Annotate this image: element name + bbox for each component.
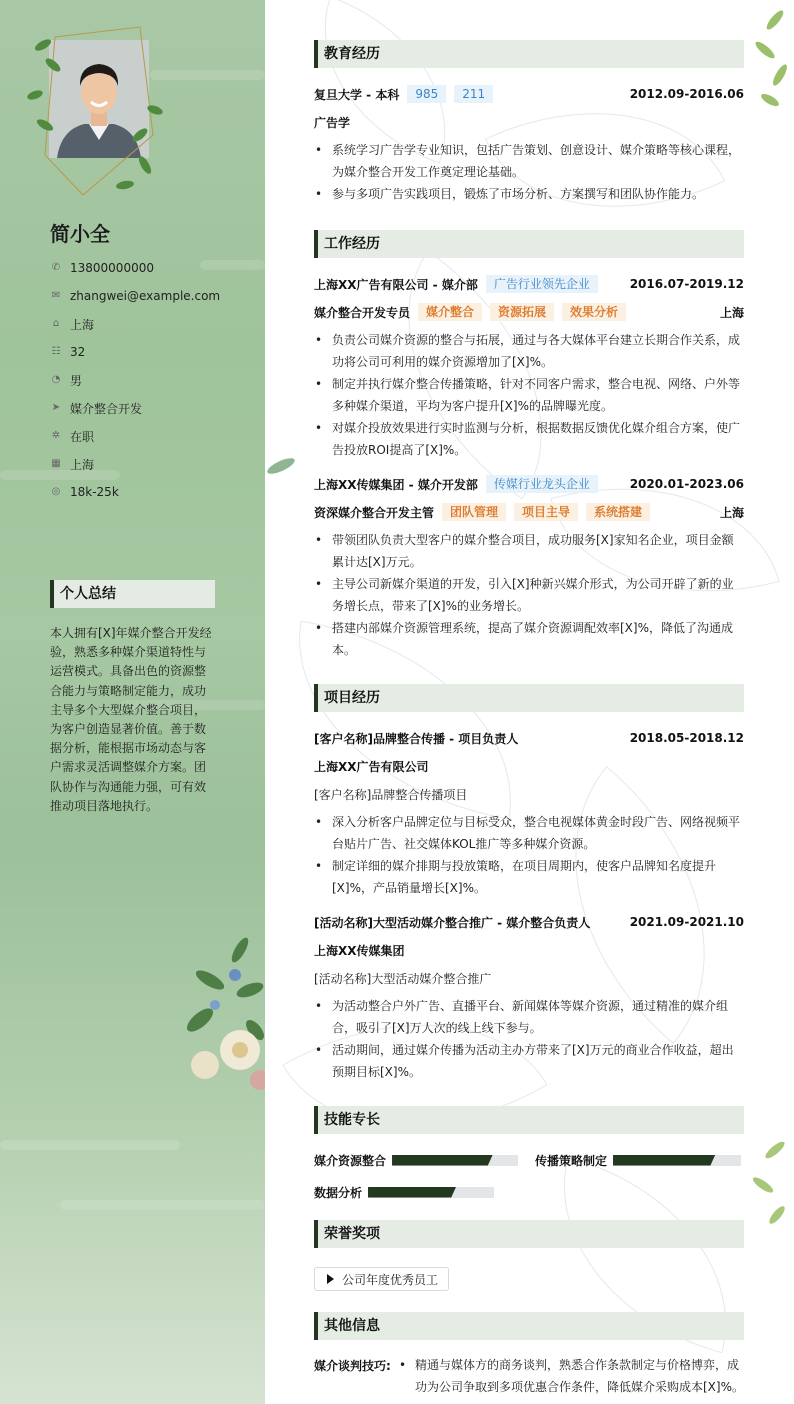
project-header xyxy=(314,912,744,932)
skill-tag: 效果分析 xyxy=(562,303,626,321)
job-bullet: • 搭建内部媒介资源管理系统，提高了媒介资源调配效率[X]%，降低了沟通成本。 xyxy=(314,617,744,661)
job-company: 上海XX广告有限公司 - 媒介部 xyxy=(314,277,478,292)
award-item xyxy=(314,1267,449,1291)
status-row xyxy=(50,426,94,446)
skill-tag: 系统搭建 xyxy=(586,503,650,521)
project-bullet: • 制定详细的媒介排期与投放策略，在项目周期内，使客户品牌知名度提升[X]%，产品销量增长[X]%。 xyxy=(314,855,744,899)
project-title: [客户名称]品牌整合传播项目 xyxy=(314,788,468,802)
project-title: [活动名称]大型活动媒介整合推广 xyxy=(314,972,492,986)
phone-icon: ✆ xyxy=(51,262,61,273)
send-icon: ➤ xyxy=(51,402,61,413)
phone-row xyxy=(50,258,154,278)
project-bullet: • 深入分析客户品牌定位与目标受众，整合电视媒体黄金时段广告、网络视频平台贴片广告、社交媒体KOL推广等多种媒介资源。 xyxy=(314,811,744,855)
decoration xyxy=(60,1200,265,1210)
skill-item xyxy=(314,1150,518,1170)
education-bullet: • 参与多项广告实践项目，锻炼了市场分析、方案撰写和团队协作能力。 xyxy=(314,183,744,205)
job-period: 2020.01-2023.06 xyxy=(629,477,744,491)
decoration xyxy=(200,260,265,270)
home-icon: ⌂ xyxy=(52,318,60,329)
target-role-row xyxy=(50,398,142,418)
decoration xyxy=(0,1140,180,1150)
projects-heading: 项目经历 xyxy=(314,684,744,712)
skills-heading: 技能专长 xyxy=(314,1106,744,1134)
mail-icon: ✉ xyxy=(51,290,61,301)
age-icon: ☷ xyxy=(51,346,61,357)
gender-row xyxy=(50,370,82,390)
project-name: [活动名称]大型活动媒介整合推广 - 媒介整合负责人 xyxy=(314,915,591,930)
job-bullet: • 主导公司新媒介渠道的开发，引入[X]种新兴媒介形式，为公司开辟了新的业务增长点，带来了[X]%的业务增长。 xyxy=(314,573,744,617)
project-period: 2021.09-2021.10 xyxy=(629,915,744,929)
skill-name: 媒介资源整合 xyxy=(314,1153,387,1168)
project-bullet: • 为活动整合户外广告、直播平台、新闻媒体等媒介资源，通过精准的媒介组合，吸引了[X]万人次的线上线下参与。 xyxy=(314,995,744,1039)
other-heading: 其他信息 xyxy=(314,1312,744,1340)
flower-decoration xyxy=(180,930,265,1090)
summary-heading: 个人总结 xyxy=(50,580,215,608)
age-row xyxy=(50,342,85,362)
education-row xyxy=(314,84,744,104)
education-bullet: • 系统学习广告学专业知识，包括广告策划、创意设计、媒介策略等核心课程，为媒介整合开发工作奠定理论基础。 xyxy=(314,139,744,183)
salary-value: 18k-25k xyxy=(70,485,119,499)
skill-name: 传播策略制定 xyxy=(535,1153,608,1168)
work-heading: 工作经历 xyxy=(314,230,744,258)
status-icon: ✲ xyxy=(51,430,61,441)
other-text: • 精通与媒体方的商务谈判，熟悉合作条款制定与价格博弈，成功为公司争取到多项优惠合作条件，降低媒介采购成本[X]%。 xyxy=(399,1354,744,1398)
company-tag: 传媒行业龙头企业 xyxy=(486,475,598,493)
project-period: 2018.05-2018.12 xyxy=(629,731,744,745)
gender-icon: ◔ xyxy=(51,374,61,385)
job-company: 上海XX传媒集团 - 媒介开发部 xyxy=(314,477,478,492)
education-major: 广告学 xyxy=(314,116,351,130)
vine-decoration xyxy=(25,15,165,200)
phone-value: 13800000000 xyxy=(70,261,154,275)
other-label: 媒介谈判技巧: xyxy=(314,1359,391,1373)
honors-heading: 荣誉奖项 xyxy=(314,1220,744,1248)
job-header xyxy=(314,274,744,294)
city-icon: ▦ xyxy=(51,458,61,469)
school-tag: 211 xyxy=(454,85,493,103)
skill-tag: 媒介整合 xyxy=(418,303,482,321)
candidate-name: 简小全 xyxy=(50,222,110,246)
award-label: 公司年度优秀员工 xyxy=(342,1272,439,1287)
project-header xyxy=(314,728,744,748)
salary-icon: ◎ xyxy=(51,486,61,497)
job-header xyxy=(314,474,744,494)
education-period: 2012.09-2016.06 xyxy=(629,87,744,101)
summary-text: 本人拥有[X]年媒介整合开发经验，熟悉多种媒介渠道特性与运营模式。具备出色的资源整合能力与策略制定能力，成功主导多个大型媒介整合项目，为客户创造显著价值。善于数据分析，能根据市场动态与客户需求灵活调整媒介方案。团队协作与沟通能力强，可有效推动项目落地执行。 xyxy=(50,626,212,813)
job-period: 2016.07-2019.12 xyxy=(629,277,744,291)
skill-bar xyxy=(392,1155,518,1166)
project-bullet: • 活动期间，通过媒介传播为活动主办方带来了[X]万元的商业合作收益，超出预期目标[X]%。 xyxy=(314,1039,744,1083)
leaf-decoration xyxy=(745,0,794,120)
skill-name: 数据分析 xyxy=(314,1185,363,1200)
skill-tag: 资源拓展 xyxy=(490,303,554,321)
leaf-decoration xyxy=(265,452,297,482)
target-city-value: 上海 xyxy=(70,457,95,472)
skill-tag: 项目主导 xyxy=(514,503,578,521)
job-bullet: • 负责公司媒介资源的整合与拓展，通过与各大媒体平台建立长期合作关系，成功将公司可利用的媒介资源增加了[X]%。 xyxy=(314,329,744,373)
job-bullet: • 对媒介投放效果进行实时监测与分析，根据数据反馈优化媒介组合方案，使广告投放ROI提高了[X]%。 xyxy=(314,417,744,461)
skill-item xyxy=(314,1182,494,1202)
skill-bar-fill xyxy=(392,1155,493,1166)
project-company: 上海XX广告有限公司 xyxy=(314,760,429,774)
job-bullet: • 制定并执行媒介整合传播策略，针对不同客户需求，整合电视、网络、户外等多种媒介渠道，平均为客户提升[X]%的品牌曝光度。 xyxy=(314,373,744,417)
job-city: 上海 xyxy=(719,305,744,320)
triangle-icon xyxy=(327,1274,334,1284)
school-tag: 985 xyxy=(407,85,446,103)
email-row xyxy=(50,286,220,306)
school-name: 复旦大学 - 本科 xyxy=(314,87,400,102)
gender-value: 男 xyxy=(70,373,83,388)
job-position-row xyxy=(314,302,744,322)
skill-bar-fill xyxy=(613,1155,715,1166)
decoration xyxy=(150,70,265,80)
email-value: zhangwei@example.com xyxy=(70,289,221,303)
skill-tag: 团队管理 xyxy=(442,503,506,521)
age-value: 32 xyxy=(70,345,86,359)
salary-row xyxy=(50,482,119,502)
status-value: 在职 xyxy=(70,429,95,444)
company-tag: 广告行业领先企业 xyxy=(486,275,598,293)
education-heading: 教育经历 xyxy=(314,40,744,68)
target-city-row xyxy=(50,454,94,474)
skill-item xyxy=(535,1150,741,1170)
job-position-row xyxy=(314,502,744,522)
skill-bar xyxy=(368,1187,494,1198)
project-company: 上海XX传媒集团 xyxy=(314,944,405,958)
skill-bar xyxy=(613,1155,741,1166)
sidebar xyxy=(0,0,265,1404)
target-role-value: 媒介整合开发 xyxy=(70,401,143,416)
job-bullet: • 带领团队负责大型客户的媒介整合项目，成功服务[X]家知名企业，项目金额累计达[X]万元。 xyxy=(314,529,744,573)
job-city: 上海 xyxy=(719,505,744,520)
location-row xyxy=(50,314,94,334)
location-value: 上海 xyxy=(70,317,95,332)
job-position: 媒介整合开发专员 xyxy=(314,305,411,320)
skill-bar-fill xyxy=(368,1187,456,1198)
job-position: 资深媒介整合开发主管 xyxy=(314,505,435,520)
project-name: [客户名称]品牌整合传播 - 项目负责人 xyxy=(314,731,519,746)
leaf-decoration xyxy=(745,1130,794,1240)
